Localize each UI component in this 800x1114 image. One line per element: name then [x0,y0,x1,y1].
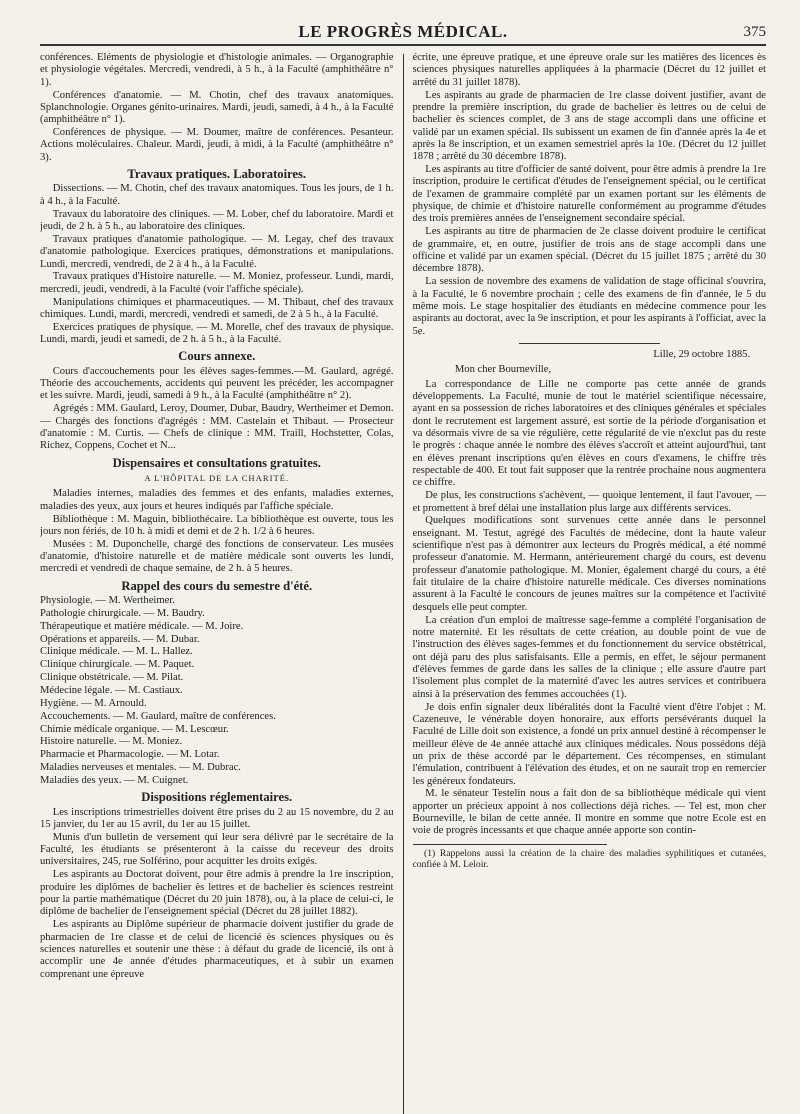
paragraph: Quelques modifications sont survenues cette année dans le personnel enseignant. M. Testut, agrégé des Facultés de médecine, dont la haute valeur scientifique n'est pas à démontrer aux lecteurs du Progrès médical, a été nommé professeur d'anatomie. M. Hermann, antérieurement chargé du cours, est devenu professeur d'anatomie pathologique. M. Monier, également chargé du cours, a été fait titulaire de la chaire d'histoire naturelle médicale. Ces diverses nominations assurent à la Faculté le concours de jeunes maîtres sur la compétence et l'activité desquels elle peut compter. [412,515,766,613]
letter-dateline: Lille, 29 octobre 1885. [653,348,751,360]
paragraph: Exercices pratiques de physique. — M. Morelle, chef des travaux de physique. Lundi, mardi, jeudi et samedi, de 2 h. à 5 h., à la Faculté. [40,321,394,346]
running-head [40,0,766,40]
section-heading: Dispositions réglementaires. [141,790,293,805]
section-heading: Cours annexe. [178,349,256,364]
paragraph: Les aspirants au Diplôme supérieur de pharmacie doivent justifier du grade de pharmacien de 1re classe et de celui de licencié ès sciences physiques ou ès sciences naturelles et soutenir une thèse : à défaut du grade de licencié, ils ont à accomplir une 4e année d'études pharmaceutiques, et à subir un examen comprenant une épreuve [40,919,394,980]
paragraph: Histoire naturelle. — M. Moniez. [40,736,183,748]
paragraph: M. le sénateur Testelin nous a fait don de sa bibliothèque médicale qui vient apporter un précieux appoint à nos collections déjà riches. — Tel est, mon cher Bourneville, le bilan de cette année. Il montre en somme que notre Ecole est en voie de progrès incessants et que chaque année apporte son contin- [412,788,766,837]
paragraph: La création d'un emploi de maîtresse sage-femme a complété l'organisation de notre maternité. Et les résultats de cette création, au double point de vue de l'instruction des élèves sages-femmes et du fonctionnement du service obstétrical, ont déjà paru des plus satisfaisants. Elle a permis, en effet, le séjour permanent d'élèves femmes de garde dans les salles de la clinique ; elle assure d'autre part l'isolement plus complet de la maternité d'avec les autres services et contribuera ainsi à la préservation des femmes accouchées (1). [412,614,766,700]
paragraph: Travaux pratiques d'anatomie pathologique. — M. Legay, chef des travaux d'anatomie pathologique. Exercices pratiques, démonstrations et manipulations. Lundi, mercredi, vendredi, de 2 à 4 h., à la Faculté. [40,233,394,270]
paragraph: Travaux pratiques d'Histoire naturelle. — M. Moniez, professeur. Lundi, mardi, mercredi, jeudi, vendredi, à la Faculté (voir l'affiche spéciale). [40,271,394,295]
journal-title: LE PROGRÈS MÉDICAL. [298,22,508,41]
right-column [404,52,767,1114]
paragraph: Bibliothèque : M. Maguin, bibliothécaire. La bibliothèque est ouverte, tous les jours non fériés, de 10 h. à midi et demi et de 2 h. 1/2 à 6 heures. [40,513,394,537]
paragraph: Chimie médicale organique. — M. Lescœur. [40,723,229,735]
separator-rule [519,343,660,344]
paragraph: La correspondance de Lille ne comporte pas cette année de grands développements. La Faculté, munie de tout le matériel scientifique nécessaire, ayant en sa possession de riches laboratoires et des cliniques générales et spéciales dont le recrutement est largement assuré, est sortie de la période d'organisation et va désormais vivre de sa vie régulière, cette régularité de vie n'exclut pas du reste le progrès : chaque année le nombre des élèves s'accroît et atteint aujourd'hui, tant en élèves prenant inscriptions qu'en élèves en cours d'examens, le chiffre très respectable de 400. Et tout fait supposer que la rentrée prochaine nous augmentera ce chiffre. [412,378,766,489]
paragraph: Accouchements. — M. Gaulard, maître de conférences. [40,710,276,722]
footnote: (1) Rappelons aussi la création de la chaire des maladies syphilitiques et cutanées, confiée à M. Leloir. [412,847,766,871]
paragraph: Clinique chirurgicale. — M. Paquet. [40,659,195,671]
paragraph: De plus, les constructions s'achèvent, — quoique lentement, il faut l'avouer, — et promettent à bref délai une installation plus large aux différents services. [412,490,766,514]
paragraph: Thérapeutique et matière médicale. — M. Joire. [40,620,244,632]
paragraph: Clinique obstétricale. — M. Pilat. [40,672,184,684]
section-heading: Dispensaires et consultations gratuites. [112,455,321,470]
paragraph: La session de novembre des examens de validation de stage officinal s'ouvrira, à la Faculté, le 6 novembre prochain ; celle des examens de fin d'année, le 5 du même mois. Le stage hospitalier des étudiants en médecine commence pour les aspirants au doctorat, avec la 9e inscription, et pour les aspirants à l'officiat, avec la 5e. [412,276,766,337]
paragraph: Manipulations chimiques et pharmaceutiques. — M. Thibaut, chef des travaux chimiques. Lundi, mardi, mercredi, vendredi et samedi, de 2 à 5 h., à la Faculté. [40,296,394,320]
paragraph: Maladies nerveuses et mentales. — M. Dubrac. [40,762,241,774]
paragraph: Maladies internes, maladies des femmes et des enfants, maladies externes, maladies des yeux, aux jours et heures indiqués par l'affiche spéciale. [40,488,394,512]
paragraph: Les aspirants au grade de pharmacien de 1re classe doivent justifier, avant de prendre la première inscription, du grade de bachelier ès lettres ou de celui de bachelier ès sciences complet, de 3 ans de stage accompli dans une officine et validé par un examen spécial. Ils subissent un examen de fin d'année après la 4e et après la 8e inscription, et un examen semestriel après la 10e. (Décret du 12 juillet 1878 ; arrêté du 30 décembre 1878). [412,89,766,163]
paragraph: Dissections. — M. Chotin, chef des travaux anatomiques. Tous les jours, de 1 h. à 4 h., à la Faculté. [40,183,394,207]
paragraph: Pharmacie et Pharmacologie. — M. Lotar. [40,749,220,761]
paragraph: Travaux du laboratoire des cliniques. — M. Lober, chef du laboratoire. Mardi et jeudi, de 2 h. à 5 h., au laboratoire des cliniques. [40,208,394,232]
section-heading: Travaux pratiques. Laboratoires. [127,167,307,182]
page-number: 375 [743,24,766,40]
paragraph: Médecine légale. — M. Castiaux. [40,685,183,696]
paragraph: Opérations et appareils. — M. Dubar. [40,633,200,645]
paragraph: Les aspirants au titre de pharmacien de 2e classe doivent produire le certificat de grammaire, et, en outre, justifier de trois ans de stage accompli dans une officine et validé par un examen spécial. (Décret du 15 juillet 1875 ; arrêté du 30 décembre 1878). [412,226,766,275]
paragraph: Physiologie. — M. Wertheimer. [40,595,175,607]
paragraph: Je dois enfin signaler deux libéralités dont la Faculté vient d'être l'objet : M. Cazeneuve, le vénérable doyen honoraire, aux efforts persévérants duquel la Faculté de Lille doit son existence, a fondé un prix annuel destiné à récompenser le meilleur élève de 4e année attaché aux cliniques médicales. Nous possédons déjà un prix de thèse accordé par le département. Ces récompenses, en stimulant l'émulation, contribuent à l'élévation des études, et on ne saurait trop en remercier les généreux fondateurs. [412,701,766,787]
letter-salutation: Mon cher Bourneville, [454,364,552,376]
paragraph: Pathologie chirurgicale. — M. Baudry. [40,607,205,619]
paragraph: Les aspirants au Doctorat doivent, pour être admis à prendre la 1re inscription, produire les diplômes de bachelier ès lettres et de bachelier ès sciences restreint pour la partie mathématique (Décret du 20 juin 1878), ou, à la place de celui-ci, le diplôme de bachelier de l'enseignement spécial (Décret du 28 juillet 1882). [40,869,394,918]
section-heading: Rappel des cours du semestre d'été. [121,578,313,593]
header-rule [40,44,766,46]
paragraph: Les inscriptions trimestrielles doivent être prises du 2 au 15 novembre, du 2 au 15 janvier, du 1er au 15 avril, du 1er au 15 juillet. [40,806,394,830]
paragraph: Conférences d'anatomie. — M. Chotin, chef des travaux anatomiques. Splanchnologie. Organes génito-urinaires. Mardi, jeudi, samedi, à 4 h., à la Faculté (amphithéâtre n° 1). [40,89,394,126]
paragraph: Munis d'un bulletin de versement qui leur sera délivré par le secrétaire de la Faculté, les étudiants se présenteront à la caisse du receveur des droits universitaires, 245, rue Solférino, pour acquitter les droits exigés. [40,831,394,868]
paragraph: Musées : M. Duponchelle, chargé des fonctions de conservateur. Les musées d'anatomie, d'histoire naturelle et de matière médicale sont ouverts les lundi, mercredi et vendredi de chaque semaine, de 2 h. à 5 heures. [40,538,394,575]
paragraph: conférences. Eléments de physiologie et d'histologie animales. — Organographie et physiologie végétales. Mercredi, vendredi, à 5 h., à la Faculté (amphithéâtre n° 1). [40,52,394,88]
paragraph: écrite, une épreuve pratique, et une épreuve orale sur les matières des licences ès sciences physiques naturelles appliquées à la pharmacie (Décret du 12 juillet et arrêté du 31 juillet 1878). [412,52,766,88]
paragraph: Les aspirants au titre d'officier de santé doivent, pour être admis à prendre la 1re inscription, produire le certificat d'études de l'enseignement spécial, ou le certificat de l'examen de grammaire complété par un examen portant sur les éléments de physique, de chimie et d'histoire naturelle conformément au programme d'études des trois premières années de l'enseignement secondaire spécial. [412,164,766,225]
left-column [40,52,403,1114]
paragraph: Hygiène. — M. Arnould. [40,697,147,709]
paragraph: Maladies des yeux. — M. Cuignet. [40,774,189,786]
subsection-heading: A L'HÔPITAL DE LA CHARITÉ. [144,473,290,483]
paragraph: Conférences de physique. — M. Doumer, maître de conférences. Pesanteur. Actions moléculaires. Chaleur. Mardi, jeudi, à midi, à la Faculté (amphithéâtre n° 3). [40,127,394,163]
paragraph: Clinique médicale. — M. L. Hallez. [40,646,193,658]
footnote-rule [413,844,607,845]
text-columns [40,52,766,1114]
paragraph: Cours d'accouchements pour les élèves sages-femmes.—M. Gaulard, agrégé. Théorie des accouchements, accidents qui peuvent les précéder, les accompagner et les suivre. Mardi, jeudi, samedi à 9 h., à la Faculté (amphithéâtre n° 2). [40,365,394,402]
paragraph: Agrégés : MM. Gaulard, Leroy, Doumer, Dubar, Baudry, Wertheimer et Demon. — Chargés des fonctions d'agrégés : MM. Castelain et Thibaut. — Prosecteur d'anatomie : M. Curtis. — Chefs de clinique : MM. Traill, Hochstetter, Colas, Richez, Coppens, Cochet et N... [40,403,394,452]
